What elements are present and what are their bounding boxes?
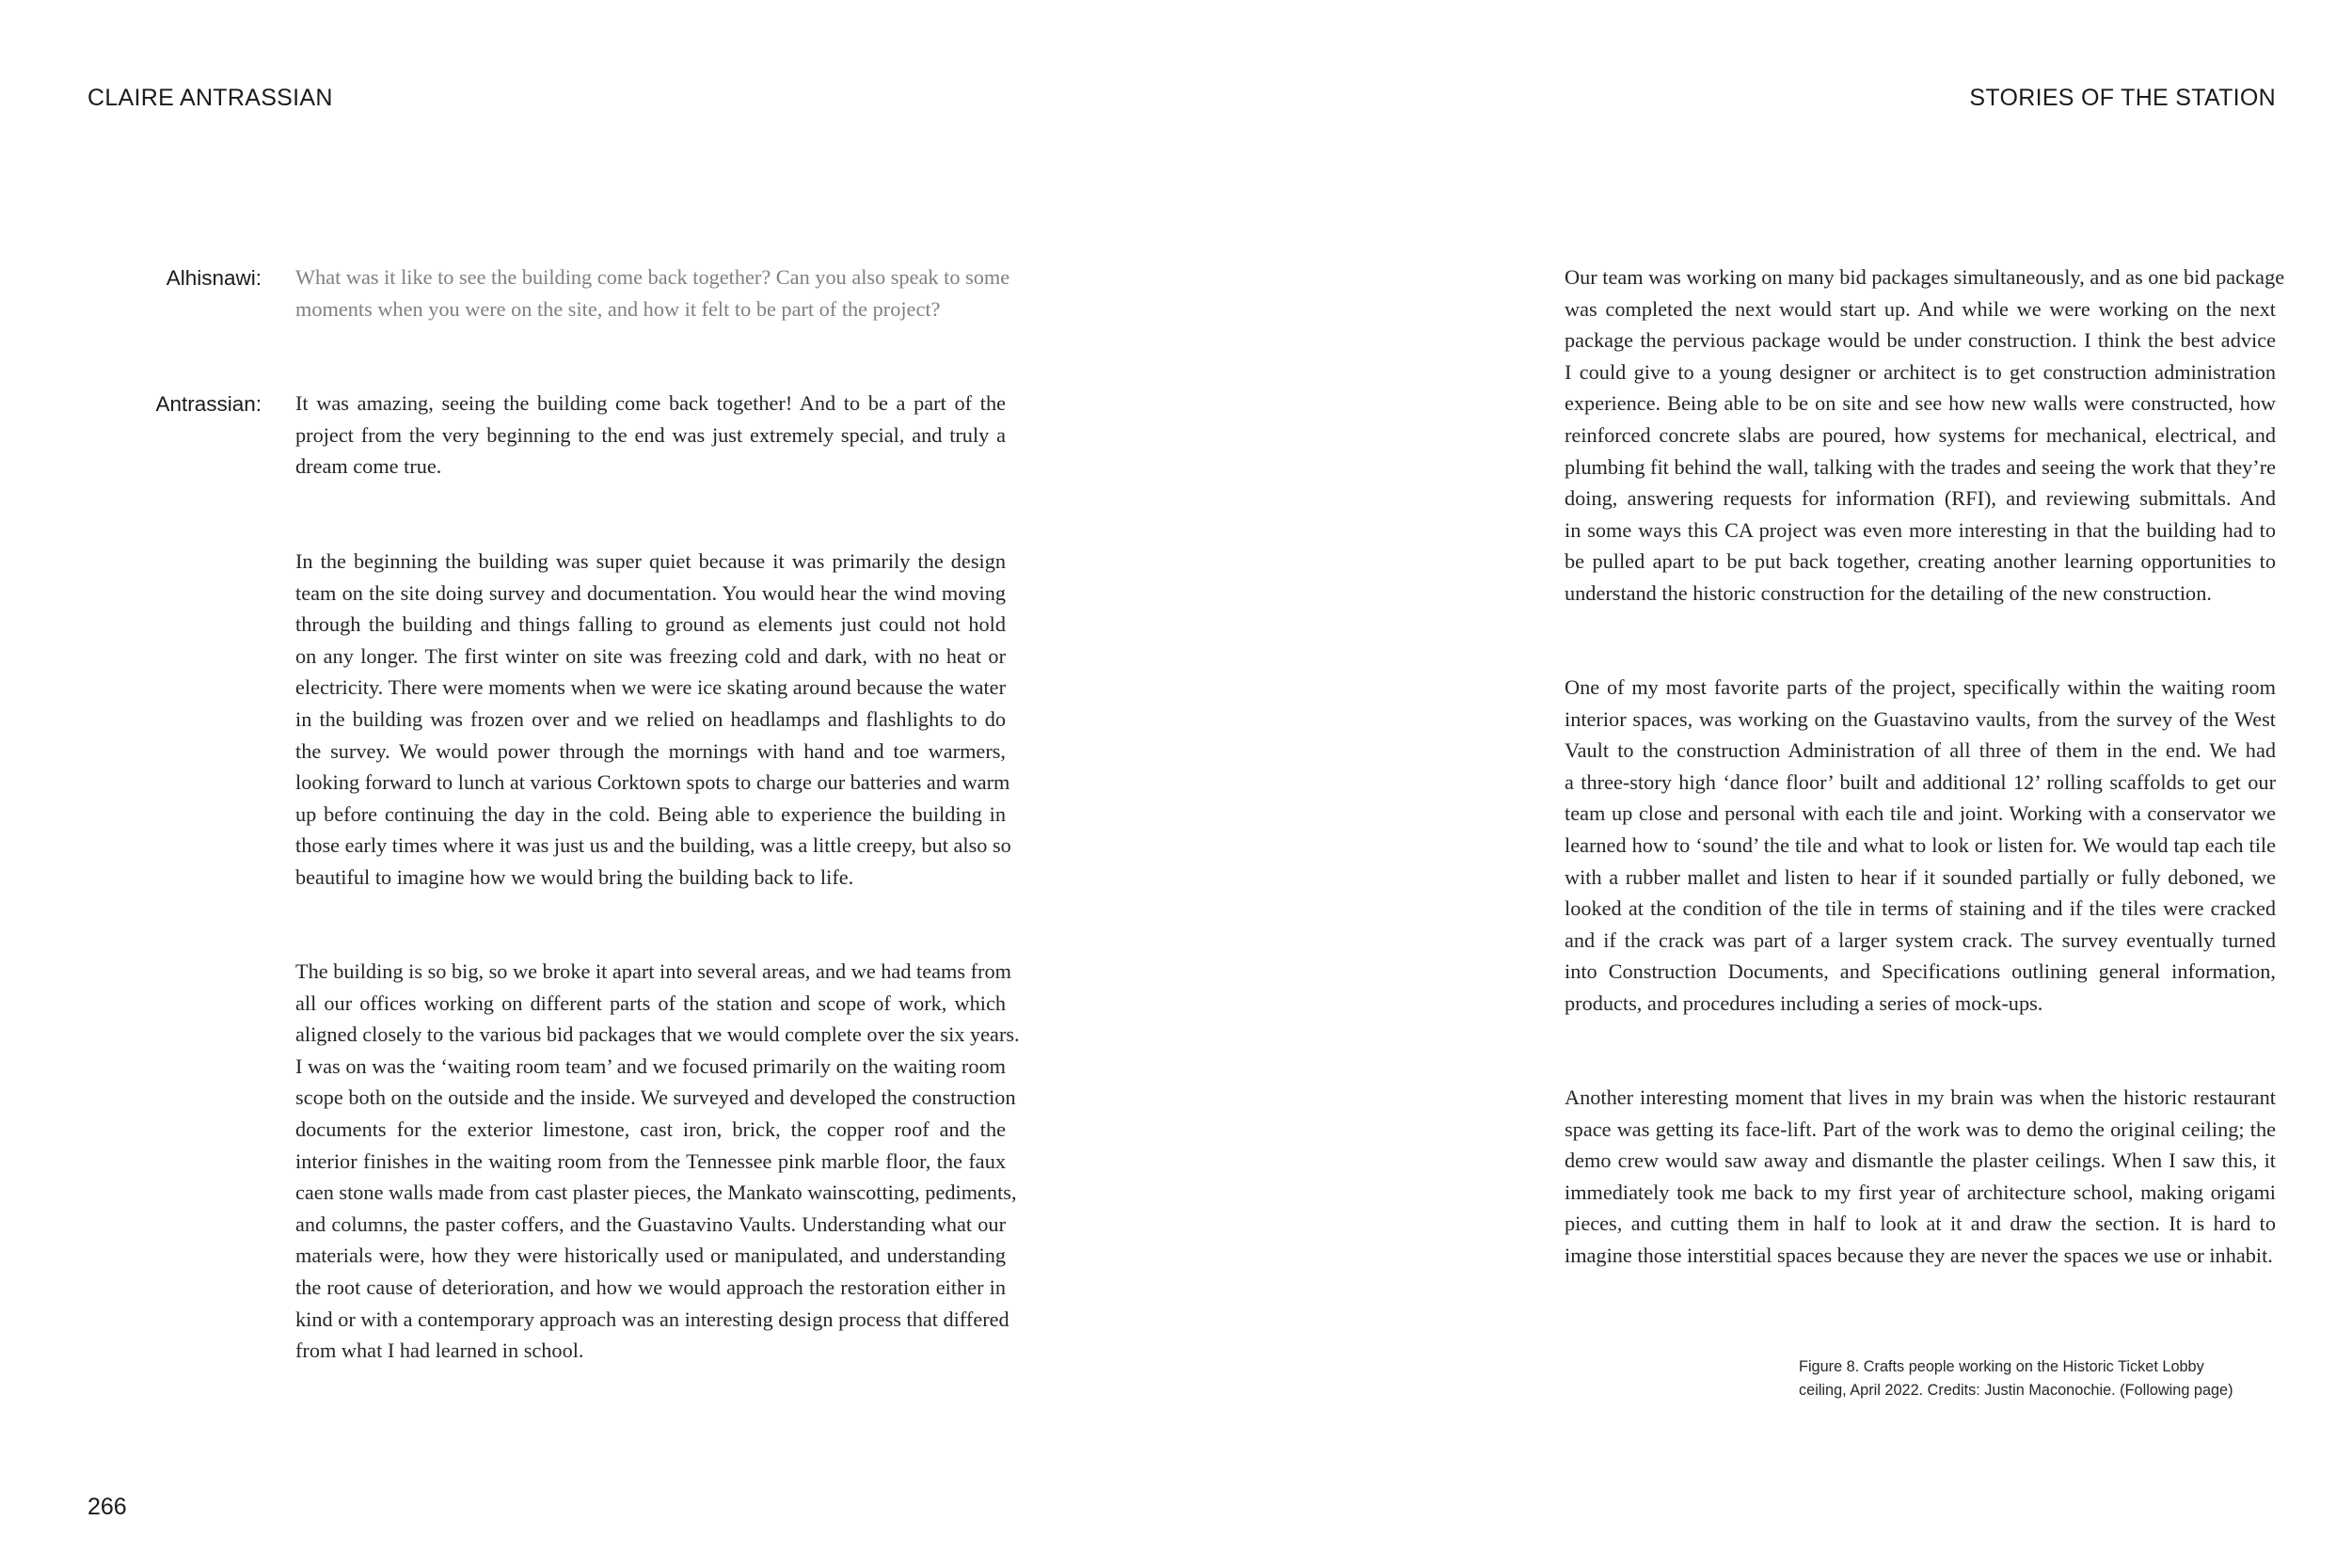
- text-line: project from the very beginning to the end was just extremely special, and truly a: [295, 422, 1006, 447]
- text-line: immediately took me back to my first year of architecture school, making origami: [1565, 1180, 2276, 1204]
- text-line: a three-story high ‘dance floor’ built and additional 12’ rolling scaffolds to get our: [1565, 769, 2276, 794]
- text-line: those early times where it was just us and the building, was a little creepy, but also so: [295, 833, 1011, 858]
- text-line: scope both on the outside and the inside. We surveyed and developed the construction: [295, 1085, 1016, 1110]
- text-line: from what I had learned in school.: [295, 1338, 584, 1363]
- text-line: It was amazing, seeing the building come back together! And to be a part of the: [295, 391, 1006, 415]
- text-line: in the building was frozen over and we relied on headlamps and flashlights to do: [295, 706, 1006, 731]
- text-line: the survey. We would power through the mornings with hand and toe warmers,: [295, 738, 1006, 763]
- text-line: be pulled apart to be put back together, creating another learning opportunities to: [1565, 549, 2276, 574]
- text-line: beautiful to imagine how we would bring the building back to life.: [295, 864, 854, 889]
- text-line: The building is so big, so we broke it apart into several areas, and we had teams from: [295, 959, 1011, 983]
- text-line: looked at the condition of the tile in terms of staining and if the tiles were cracked: [1565, 896, 2276, 921]
- text-line: caen stone walls made from cast plaster pieces, the Mankato wainscotting, pediments,: [295, 1180, 1017, 1205]
- caption-line: Figure 8. Crafts people working on the Historic Ticket Lobby: [1799, 1358, 2204, 1375]
- text-line: documents for the exterior limestone, cast iron, brick, the copper roof and the: [295, 1117, 1006, 1141]
- answer-paragraph-2: [295, 546, 1011, 894]
- text-line: reinforced concrete slabs are poured, how systems for mechanical, electrical, and: [1565, 422, 2276, 447]
- speaker-label-alhisnawi: Alhisnawi:: [166, 266, 262, 290]
- text-line: looking forward to lunch at various Corktown spots to charge our batteries and warm: [295, 770, 1010, 795]
- text-line: the root cause of deterioration, and how we would approach the restoration either in: [295, 1275, 1006, 1299]
- text-line: learned how to ‘sound’ the tile and what to look or listen for. We would tap each tile: [1565, 832, 2276, 857]
- text-line: materials were, how they were historically used or manipulated, and understanding: [295, 1243, 1006, 1268]
- answer-paragraph-1: [295, 388, 1006, 483]
- text-line: doing, answering requests for information (RFI), and reviewing submittals. And: [1565, 486, 2276, 511]
- text-line: team up close and personal with each tile and joint. Working with a conservator we: [1565, 801, 2276, 826]
- text-line: experience. Being able to be on site and see how new walls were constructed, how: [1565, 391, 2276, 416]
- text-line: In the beginning the building was super quiet because it was primarily the design: [295, 549, 1006, 573]
- text-line: space was getting its face-lift. Part of the work was to demo the original ceiling; the: [1565, 1117, 2276, 1141]
- running-header-author: CLAIRE ANTRASSIAN: [87, 85, 333, 111]
- text-line: One of my most favorite parts of the project, specifically within the waiting room: [1565, 675, 2276, 699]
- text-line: moments when you were on the site, and how it felt to be part of the project?: [295, 296, 941, 321]
- text-line: kind or with a contemporary approach was an interesting design process that differed: [295, 1307, 1009, 1331]
- text-line: with a rubber mallet and listen to hear if it sounded partially or fully deboned, we: [1565, 864, 2276, 889]
- text-line: team on the site doing survey and documentation. You would hear the wind moving: [295, 580, 1006, 605]
- text-line: products, and procedures including a series of mock-ups.: [1565, 990, 2043, 1015]
- text-line: electricity. There were moments when we were ice skating around because the water: [295, 675, 1006, 700]
- text-line: I was on was the ‘waiting room team’ and we focused primarily on the waiting room: [295, 1053, 1006, 1078]
- text-line: and if the crack was part of a larger system crack. The survey eventually turned: [1565, 927, 2276, 952]
- text-line: imagine those interstitial spaces because they are never the spaces we use or inhabit.: [1565, 1243, 2273, 1267]
- text-line: into Construction Documents, and Specifications outlining general information,: [1565, 959, 2276, 984]
- text-line: plumbing fit behind the wall, talking with the trades and seeing the work that they’re: [1565, 454, 2277, 479]
- text-line: through the building and things falling to ground as elements just could not hold: [295, 612, 1006, 637]
- text-line: dream come true.: [295, 454, 442, 479]
- running-header-title: STORIES OF THE STATION: [1969, 85, 2276, 111]
- interview-question: [295, 261, 1010, 325]
- text-line: What was it like to see the building come back together? Can you also speak to some: [295, 265, 1010, 289]
- text-line: Another interesting moment that lives in my brain was when the historic restaurant: [1565, 1085, 2276, 1109]
- right-paragraph-3: [1565, 1082, 2276, 1272]
- text-line: demo crew would saw away and dismantle the plaster ceilings. When I saw this, it: [1565, 1148, 2276, 1173]
- text-line: interior spaces, was working on the Guastavino vaults, from the survey of the West: [1565, 706, 2276, 731]
- text-line: up before continuing the day in the cold. Being able to experience the building in: [295, 801, 1006, 826]
- text-line: in some ways this CA project was even more interesting in that the building had to: [1565, 517, 2276, 542]
- text-line: on any longer. The first winter on site was freezing cold and dark, with no heat or: [295, 643, 1006, 668]
- text-line: was completed the next would start up. And while we were working on the next: [1565, 296, 2276, 321]
- text-line: Our team was working on many bid packages simultaneously, and as one bid package: [1565, 265, 2285, 289]
- page-number: 266: [87, 1494, 127, 1520]
- text-line: understand the historic construction for the detailing of the new construction.: [1565, 580, 2212, 605]
- speaker-label-antrassian: Antrassian:: [155, 392, 262, 416]
- text-line: Vault to the construction Administration of all three of them in the end. We had: [1565, 738, 2276, 763]
- right-paragraph-2: [1565, 672, 2276, 1020]
- text-line: aligned closely to the various bid packages that we would complete over the six years.: [295, 1022, 1020, 1047]
- figure-caption: [1799, 1355, 2233, 1402]
- right-paragraph-1: [1565, 261, 2285, 610]
- text-line: interior finishes in the waiting room from the Tennessee pink marble floor, the faux: [295, 1148, 1006, 1173]
- answer-paragraph-3: [295, 956, 1020, 1367]
- text-line: all our offices working on different parts of the station and scope of work, which: [295, 990, 1006, 1015]
- text-line: pieces, and cutting them in half to look at it and draw the section. It is hard to: [1565, 1212, 2276, 1236]
- caption-line: ceiling, April 2022. Credits: Justin Maconochie. (Following page): [1799, 1382, 2233, 1399]
- text-line: package the pervious package would be under construction. I think the best advice: [1565, 328, 2276, 353]
- text-line: and columns, the paster coffers, and the Guastavino Vaults. Understanding what our: [295, 1212, 1006, 1236]
- text-line: I could give to a young designer or architect is to get construction administration: [1565, 359, 2276, 384]
